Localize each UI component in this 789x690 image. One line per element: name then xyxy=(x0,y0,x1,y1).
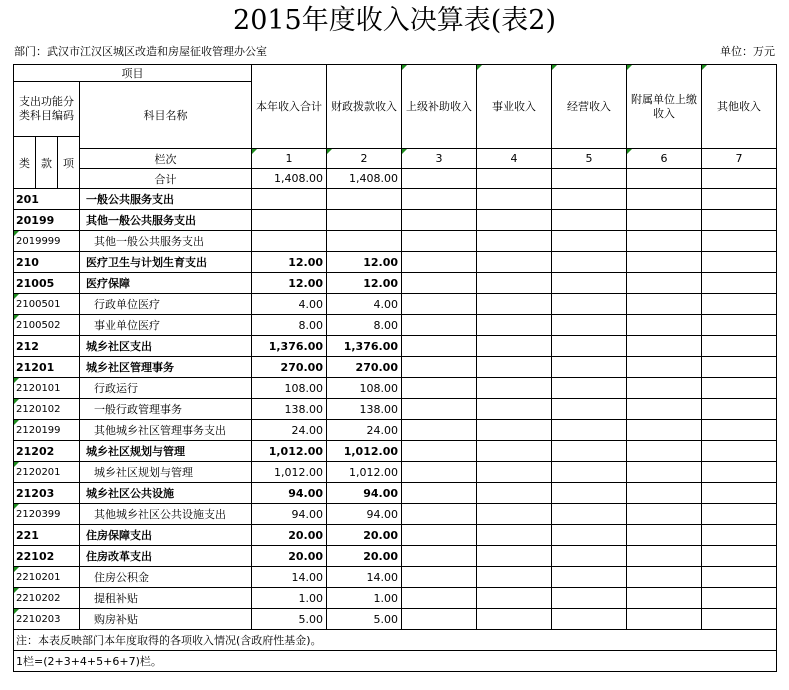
row-value-3 xyxy=(402,315,477,336)
row-value-1: 270.00 xyxy=(252,357,327,378)
row-value-4 xyxy=(477,525,552,546)
row-value-7 xyxy=(702,441,777,462)
row-value-1: 4.00 xyxy=(252,294,327,315)
row-code: 2210202 xyxy=(14,588,80,609)
row-code: 2120199 xyxy=(14,420,80,441)
row-value-1 xyxy=(252,189,327,210)
col-number-2: 2 xyxy=(327,149,402,169)
row-value-6 xyxy=(627,210,702,231)
row-name: 其他城乡社区公共设施支出 xyxy=(80,504,252,525)
col-header-7: 其他收入 xyxy=(702,65,777,149)
row-value-3 xyxy=(402,420,477,441)
row-value-5 xyxy=(552,483,627,504)
page-title: 2015年度收入决算表(表2) xyxy=(233,5,556,36)
table-row xyxy=(14,483,777,504)
row-value-4 xyxy=(477,609,552,630)
row-value-3 xyxy=(402,441,477,462)
total-value-7 xyxy=(702,169,777,189)
table-note: 1栏=(2+3+4+5+6+7)栏。 xyxy=(14,651,777,672)
row-value-4 xyxy=(477,546,552,567)
row-value-2: 14.00 xyxy=(327,567,402,588)
row-value-2 xyxy=(327,189,402,210)
table-row xyxy=(14,504,777,525)
row-value-5 xyxy=(552,336,627,357)
table-row xyxy=(14,315,777,336)
row-value-2: 94.00 xyxy=(327,504,402,525)
table-row xyxy=(14,336,777,357)
table-row xyxy=(14,546,777,567)
row-value-5 xyxy=(552,252,627,273)
row-value-7 xyxy=(702,525,777,546)
total-value-2: 1,408.00 xyxy=(327,169,402,189)
col-number-6: 6 xyxy=(627,149,702,169)
row-value-4 xyxy=(477,231,552,252)
row-value-4 xyxy=(477,357,552,378)
col-header-3: 上级补助收入 xyxy=(402,65,477,149)
row-value-3 xyxy=(402,399,477,420)
row-value-2 xyxy=(327,210,402,231)
row-value-6 xyxy=(627,315,702,336)
row-value-7 xyxy=(702,294,777,315)
row-value-7 xyxy=(702,336,777,357)
row-value-6 xyxy=(627,273,702,294)
row-value-3 xyxy=(402,504,477,525)
row-value-2: 5.00 xyxy=(327,609,402,630)
row-value-2: 24.00 xyxy=(327,420,402,441)
col-number-1: 1 xyxy=(252,149,327,169)
row-value-4 xyxy=(477,336,552,357)
row-value-5 xyxy=(552,189,627,210)
row-value-5 xyxy=(552,231,627,252)
row-value-4 xyxy=(477,315,552,336)
total-value-1: 1,408.00 xyxy=(252,169,327,189)
row-value-3 xyxy=(402,336,477,357)
table-row xyxy=(14,252,777,273)
row-value-4 xyxy=(477,462,552,483)
row-value-6 xyxy=(627,525,702,546)
row-value-6 xyxy=(627,189,702,210)
row-value-1: 94.00 xyxy=(252,504,327,525)
row-name: 事业单位医疗 xyxy=(80,315,252,336)
row-name: 住房公积金 xyxy=(80,567,252,588)
row-value-4 xyxy=(477,399,552,420)
col-number-4: 4 xyxy=(477,149,552,169)
table-row xyxy=(14,420,777,441)
row-name: 城乡社区公共设施 xyxy=(80,483,252,504)
table-row xyxy=(14,231,777,252)
row-value-7 xyxy=(702,462,777,483)
table-row xyxy=(14,567,777,588)
row-name: 其他一般公共服务支出 xyxy=(80,231,252,252)
row-value-6 xyxy=(627,609,702,630)
table-row xyxy=(14,462,777,483)
row-value-4 xyxy=(477,567,552,588)
row-value-1 xyxy=(252,210,327,231)
row-value-6 xyxy=(627,588,702,609)
col-header-1: 本年收入合计 xyxy=(252,65,327,149)
row-value-7 xyxy=(702,273,777,294)
row-name: 行政运行 xyxy=(80,378,252,399)
row-value-3 xyxy=(402,567,477,588)
row-value-7 xyxy=(702,399,777,420)
row-value-3 xyxy=(402,546,477,567)
row-value-3 xyxy=(402,231,477,252)
row-code: 2120399 xyxy=(14,504,80,525)
row-value-3 xyxy=(402,210,477,231)
row-code: 2100502 xyxy=(14,315,80,336)
row-value-7 xyxy=(702,378,777,399)
table-row xyxy=(14,588,777,609)
table-row xyxy=(14,273,777,294)
row-value-2: 1.00 xyxy=(327,588,402,609)
row-value-2: 20.00 xyxy=(327,525,402,546)
row-value-6 xyxy=(627,294,702,315)
row-value-2: 12.00 xyxy=(327,273,402,294)
col-header-4: 事业收入 xyxy=(477,65,552,149)
xiang-header: 项 xyxy=(58,137,80,189)
row-code: 201 xyxy=(14,189,80,210)
row-code: 210 xyxy=(14,252,80,273)
row-value-5 xyxy=(552,546,627,567)
row-value-6 xyxy=(627,399,702,420)
kuan-header: 款 xyxy=(36,137,58,189)
row-value-2 xyxy=(327,231,402,252)
table-row xyxy=(14,378,777,399)
row-value-2: 8.00 xyxy=(327,315,402,336)
project-header: 项目 xyxy=(14,65,252,82)
row-value-2: 108.00 xyxy=(327,378,402,399)
row-value-5 xyxy=(552,399,627,420)
row-code: 221 xyxy=(14,525,80,546)
row-name: 购房补贴 xyxy=(80,609,252,630)
row-value-4 xyxy=(477,504,552,525)
row-value-1: 5.00 xyxy=(252,609,327,630)
row-value-5 xyxy=(552,294,627,315)
row-value-5 xyxy=(552,567,627,588)
lei-header: 类 xyxy=(14,137,36,189)
row-value-6 xyxy=(627,252,702,273)
col-number-5: 5 xyxy=(552,149,627,169)
row-code: 2210201 xyxy=(14,567,80,588)
row-value-5 xyxy=(552,315,627,336)
table-row xyxy=(14,525,777,546)
row-value-5 xyxy=(552,504,627,525)
row-value-5 xyxy=(552,441,627,462)
row-name: 医疗保障 xyxy=(80,273,252,294)
row-value-4 xyxy=(477,189,552,210)
col-number-7: 7 xyxy=(702,149,777,169)
row-value-6 xyxy=(627,441,702,462)
row-value-7 xyxy=(702,546,777,567)
row-name: 城乡社区规划与管理 xyxy=(80,462,252,483)
row-value-2: 1,012.00 xyxy=(327,441,402,462)
row-code: 21202 xyxy=(14,441,80,462)
row-value-7 xyxy=(702,252,777,273)
row-value-5 xyxy=(552,525,627,546)
row-code: 20199 xyxy=(14,210,80,231)
row-value-7 xyxy=(702,420,777,441)
row-value-6 xyxy=(627,231,702,252)
code-header: 支出功能分类科目编码 xyxy=(14,82,80,137)
row-value-2: 1,376.00 xyxy=(327,336,402,357)
col-seq-label: 栏次 xyxy=(80,149,252,169)
row-value-4 xyxy=(477,483,552,504)
row-value-7 xyxy=(702,588,777,609)
row-value-6 xyxy=(627,504,702,525)
row-value-3 xyxy=(402,252,477,273)
row-value-3 xyxy=(402,357,477,378)
row-value-5 xyxy=(552,273,627,294)
col-number-3: 3 xyxy=(402,149,477,169)
table-row xyxy=(14,441,777,462)
col-header-6: 附属单位上缴收入 xyxy=(627,65,702,149)
row-value-5 xyxy=(552,462,627,483)
row-code: 21005 xyxy=(14,273,80,294)
row-code: 21203 xyxy=(14,483,80,504)
total-value-3 xyxy=(402,169,477,189)
row-value-2: 94.00 xyxy=(327,483,402,504)
row-value-5 xyxy=(552,378,627,399)
row-code: 2210203 xyxy=(14,609,80,630)
row-value-3 xyxy=(402,588,477,609)
name-header: 科目名称 xyxy=(80,82,252,149)
row-value-1: 24.00 xyxy=(252,420,327,441)
total-value-4 xyxy=(477,169,552,189)
row-value-3 xyxy=(402,462,477,483)
unit-label: 单位：万元 xyxy=(720,45,775,58)
row-value-4 xyxy=(477,210,552,231)
row-code: 2120201 xyxy=(14,462,80,483)
total-label: 合计 xyxy=(80,169,252,189)
row-name: 城乡社区支出 xyxy=(80,336,252,357)
row-name: 城乡社区规划与管理 xyxy=(80,441,252,462)
department-label: 部门：武汉市江汉区城区改造和房屋征收管理办公室 xyxy=(14,45,267,58)
row-name: 住房改革支出 xyxy=(80,546,252,567)
row-value-7 xyxy=(702,231,777,252)
table-note: 注：本表反映部门本年度取得的各项收入情况(含政府性基金)。 xyxy=(14,630,777,651)
row-name: 城乡社区管理事务 xyxy=(80,357,252,378)
row-name: 其他城乡社区管理事务支出 xyxy=(80,420,252,441)
row-code: 2120101 xyxy=(14,378,80,399)
row-name: 提租补贴 xyxy=(80,588,252,609)
row-value-6 xyxy=(627,483,702,504)
row-code: 2019999 xyxy=(14,231,80,252)
row-value-6 xyxy=(627,567,702,588)
row-value-1: 20.00 xyxy=(252,525,327,546)
row-value-7 xyxy=(702,609,777,630)
row-value-1: 1,012.00 xyxy=(252,441,327,462)
row-value-1: 12.00 xyxy=(252,252,327,273)
row-code: 2120102 xyxy=(14,399,80,420)
row-value-2: 270.00 xyxy=(327,357,402,378)
row-code: 2100501 xyxy=(14,294,80,315)
row-value-6 xyxy=(627,462,702,483)
row-value-3 xyxy=(402,189,477,210)
row-value-1: 1,012.00 xyxy=(252,462,327,483)
row-value-4 xyxy=(477,420,552,441)
row-name: 住房保障支出 xyxy=(80,525,252,546)
row-value-1 xyxy=(252,231,327,252)
row-value-1: 20.00 xyxy=(252,546,327,567)
income-table xyxy=(13,64,777,672)
row-value-1: 138.00 xyxy=(252,399,327,420)
row-value-7 xyxy=(702,210,777,231)
row-value-5 xyxy=(552,588,627,609)
row-value-3 xyxy=(402,294,477,315)
row-name: 医疗卫生与计划生育支出 xyxy=(80,252,252,273)
row-value-4 xyxy=(477,273,552,294)
table-row xyxy=(14,189,777,210)
row-value-4 xyxy=(477,588,552,609)
table-row xyxy=(14,210,777,231)
row-value-6 xyxy=(627,420,702,441)
row-value-3 xyxy=(402,483,477,504)
row-value-2: 1,012.00 xyxy=(327,462,402,483)
row-value-7 xyxy=(702,357,777,378)
table-row xyxy=(14,609,777,630)
table-row xyxy=(14,294,777,315)
row-value-2: 138.00 xyxy=(327,399,402,420)
row-value-7 xyxy=(702,483,777,504)
row-value-7 xyxy=(702,315,777,336)
row-value-3 xyxy=(402,273,477,294)
row-value-4 xyxy=(477,294,552,315)
row-value-2: 4.00 xyxy=(327,294,402,315)
col-header-5: 经营收入 xyxy=(552,65,627,149)
col-header-2: 财政拨款收入 xyxy=(327,65,402,149)
row-value-3 xyxy=(402,609,477,630)
row-value-2: 20.00 xyxy=(327,546,402,567)
row-value-7 xyxy=(702,504,777,525)
row-value-7 xyxy=(702,567,777,588)
row-name: 其他一般公共服务支出 xyxy=(80,210,252,231)
row-value-2: 12.00 xyxy=(327,252,402,273)
row-value-4 xyxy=(477,441,552,462)
row-value-4 xyxy=(477,252,552,273)
row-value-3 xyxy=(402,378,477,399)
total-value-5 xyxy=(552,169,627,189)
row-value-6 xyxy=(627,546,702,567)
row-value-6 xyxy=(627,336,702,357)
row-value-1: 1,376.00 xyxy=(252,336,327,357)
row-name: 一般行政管理事务 xyxy=(80,399,252,420)
row-value-1: 8.00 xyxy=(252,315,327,336)
row-code: 21201 xyxy=(14,357,80,378)
row-value-5 xyxy=(552,609,627,630)
total-value-6 xyxy=(627,169,702,189)
row-value-6 xyxy=(627,357,702,378)
row-code: 212 xyxy=(14,336,80,357)
row-value-5 xyxy=(552,210,627,231)
row-value-4 xyxy=(477,378,552,399)
row-value-1: 14.00 xyxy=(252,567,327,588)
row-name: 一般公共服务支出 xyxy=(80,189,252,210)
row-value-5 xyxy=(552,357,627,378)
row-code: 22102 xyxy=(14,546,80,567)
row-value-1: 108.00 xyxy=(252,378,327,399)
row-name: 行政单位医疗 xyxy=(80,294,252,315)
row-value-5 xyxy=(552,420,627,441)
row-value-7 xyxy=(702,189,777,210)
row-value-1: 94.00 xyxy=(252,483,327,504)
row-value-3 xyxy=(402,525,477,546)
row-value-1: 1.00 xyxy=(252,588,327,609)
row-value-6 xyxy=(627,378,702,399)
table-row xyxy=(14,357,777,378)
row-value-1: 12.00 xyxy=(252,273,327,294)
table-row xyxy=(14,399,777,420)
